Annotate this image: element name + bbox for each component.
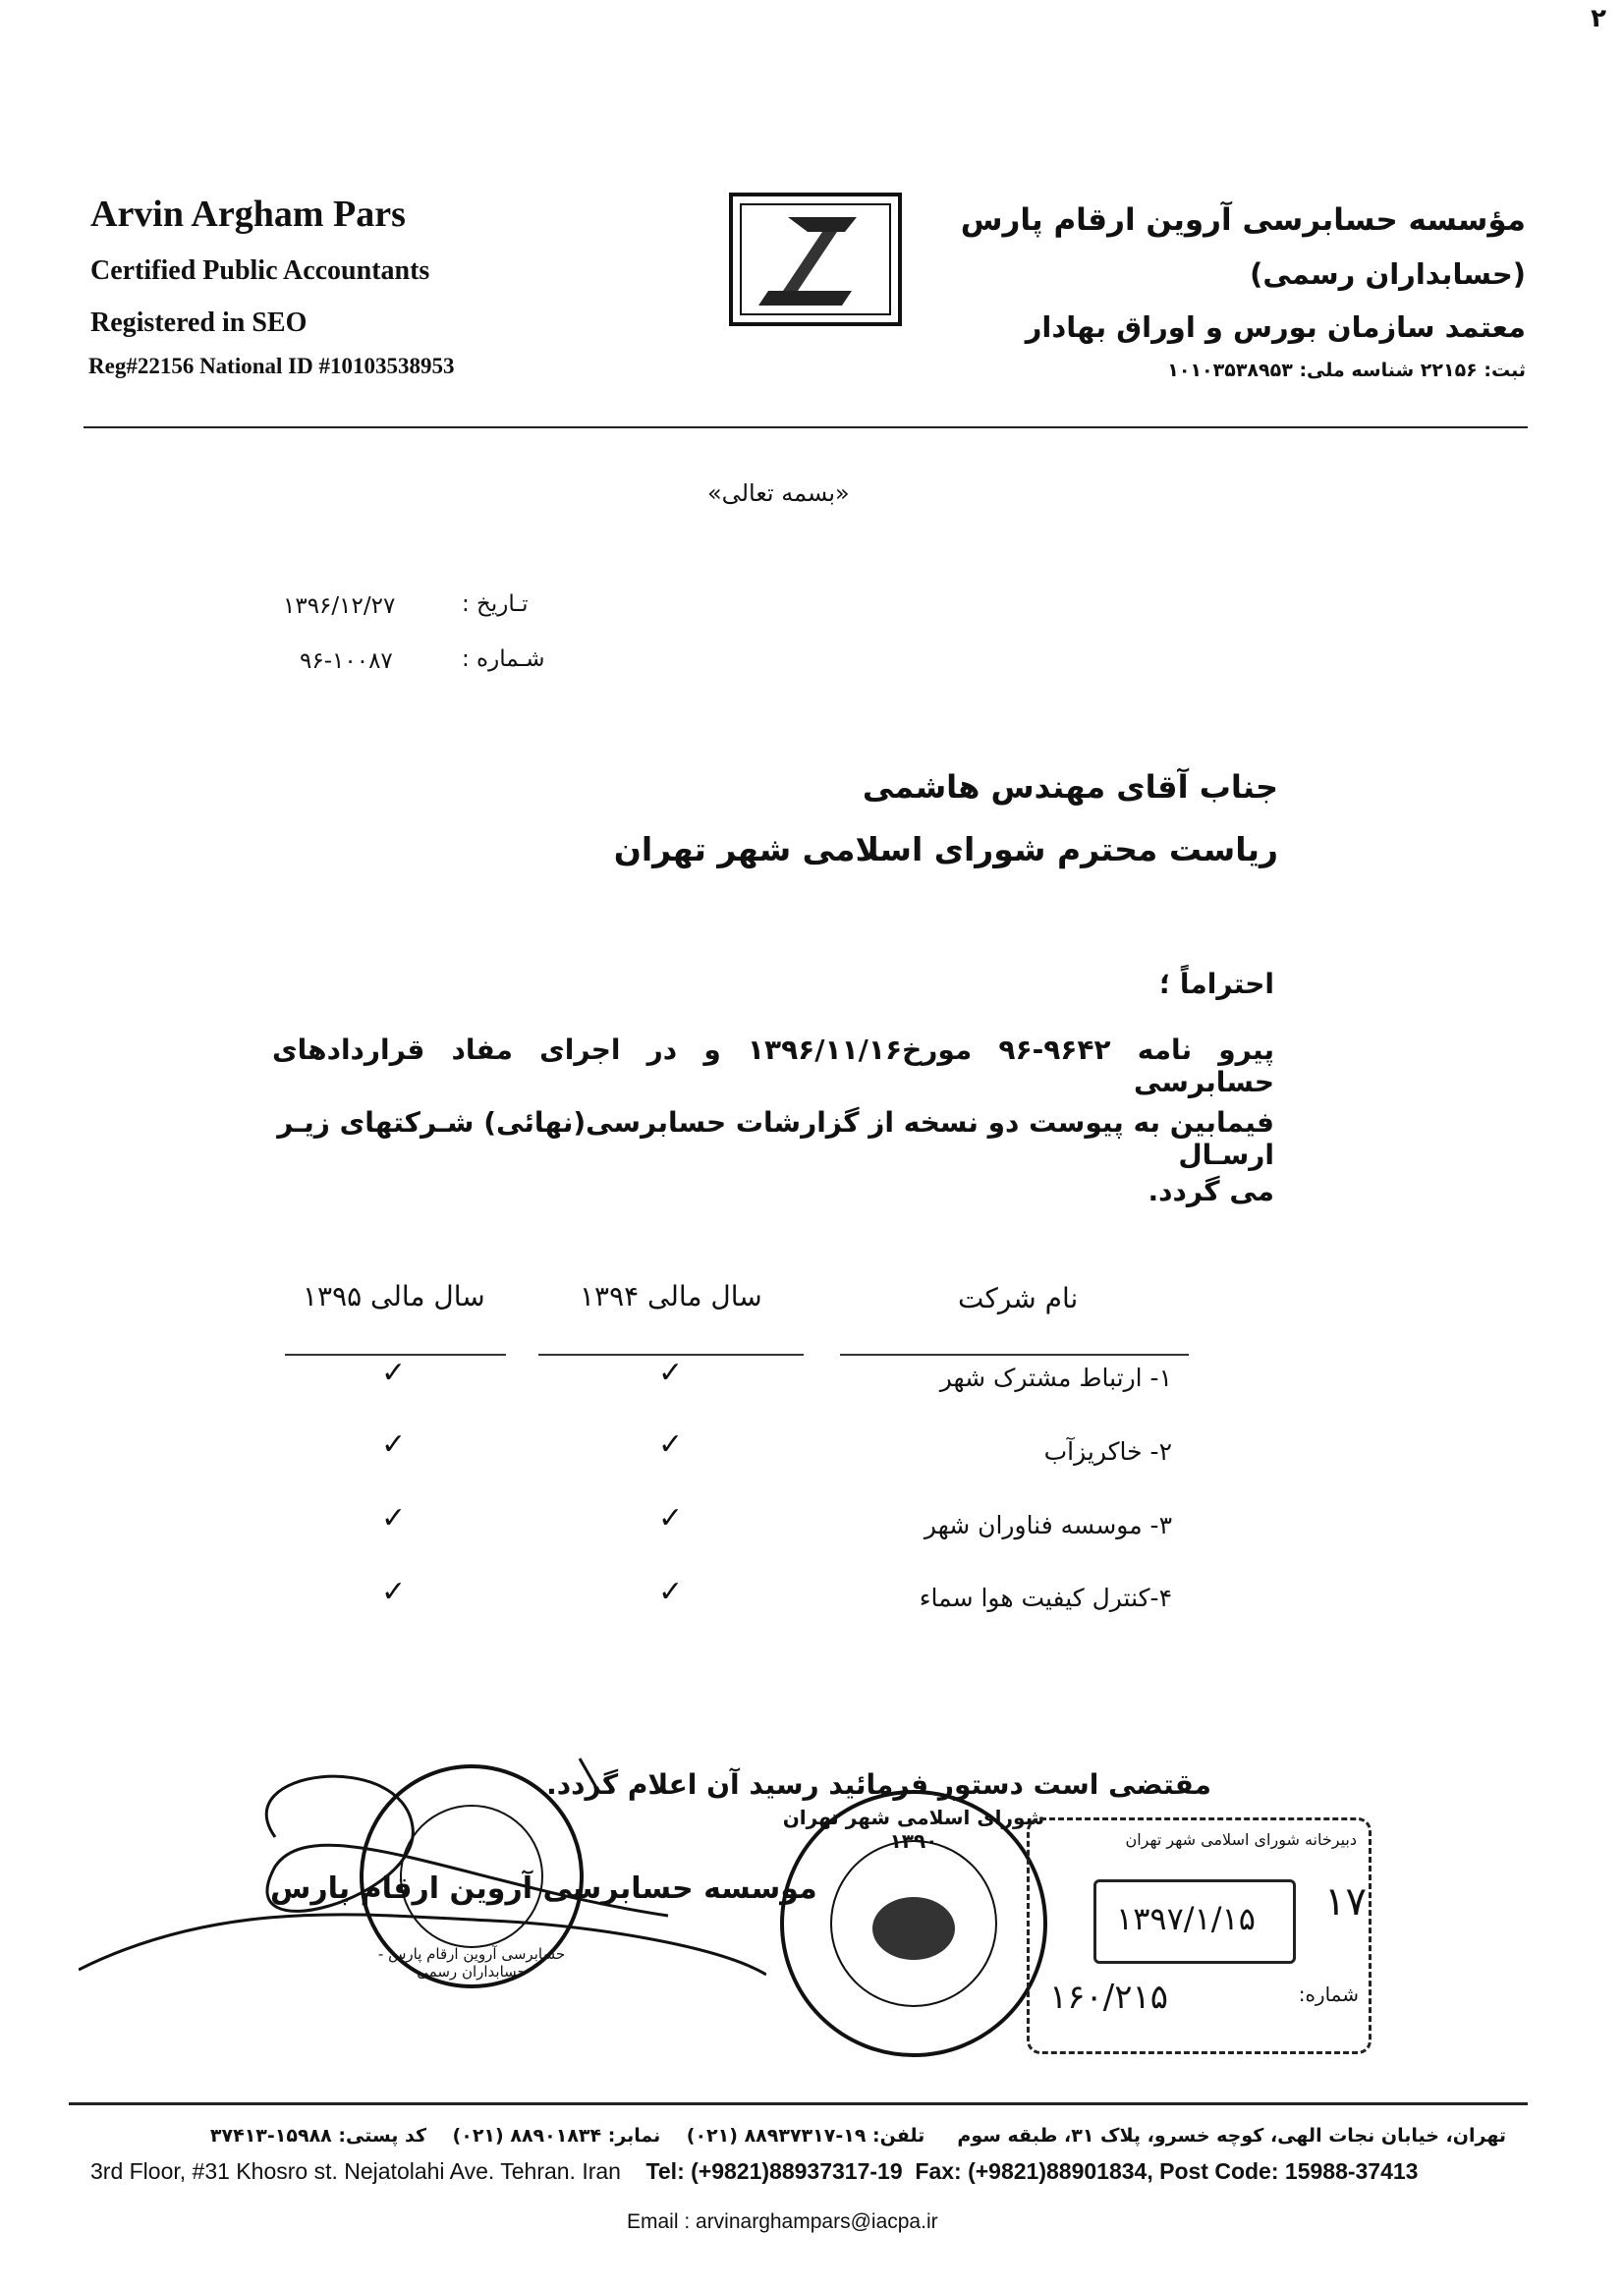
receipt-date: ۱۳۹۷/۱/۱۵ [1116,1900,1256,1937]
check-icon: ✓ [381,1575,407,1609]
footer-divider [69,2102,1528,2105]
registered-fa: معتمد سازمان بورس و اوراق بهادار [1025,310,1526,344]
receipt-date-box [1093,1879,1296,1964]
company-subtitle-en: Certified Public Accountants [90,255,430,286]
body-line: می گردد. [1148,1175,1274,1207]
footer-email[interactable]: Email : arvinarghampars@iacpa.ir [627,2210,938,2233]
signature-name: موسسه حسابرسی آروین ارقام پارس [270,1871,817,1906]
company-subtitle-fa: (حسابداران رسمی) [1250,257,1526,291]
check-icon: ✓ [658,1575,684,1609]
footer-address-en [90,2158,1418,2185]
closing-text: مقتضی است دستور فرمائید رسید آن اعلام گردد. [546,1768,1211,1801]
number-value: ۹۶-۱۰۰۸۷ [300,648,393,674]
check-icon: ✓ [658,1356,684,1390]
number-label: شـماره : [462,646,545,672]
phone: Tel: (+9821)88937317-19 [645,2158,903,2184]
page-number: ۲ [1591,4,1606,33]
receipt-stamp [1027,1817,1372,2054]
addressee-title: ریاست محترم شورای اسلامی شهر تهران [613,830,1278,868]
date-label: تـاریخ : [462,591,529,617]
registered-en: Registered in SEO [90,307,308,338]
body-line: پیرو نامه ۹۶۴۲-۹۶ مورخ۱۳۹۶/۱۱/۱۶ و در اجرای مفاد قراردادهای حسابرسی [272,1033,1274,1098]
address-en: 3rd Floor, #31 Khosro st. Nejatolahi Ave. Tehran. Iran [90,2158,621,2184]
council-seal [776,1786,1051,2061]
seal-text: حسابرسی آروین ارقام پارس - حسابداران رسمی [377,1945,566,1981]
date-value: ۱۳۹۶/۱۲/۲۷ [283,593,396,619]
addressee-name: جناب آقای مهندس هاشمی [862,768,1278,806]
seal-text: شورای اسلامی شهر تهران ۱۳۹۰ [782,1806,1045,1853]
column-header-company: نام شرکت [958,1282,1079,1314]
receipt-number: ۱۶۰/۲۱۵ [1049,1978,1169,2017]
check-icon: ✓ [658,1501,684,1535]
column-underline [840,1354,1189,1356]
receipt-extra: ۱۷ [1324,1879,1367,1925]
column-header-1394: سال مالی ۱۳۹۴ [580,1280,762,1312]
salutation: احتراماً ؛ [1158,968,1274,1000]
company-name: ۳- موسسه فناوران شهر [924,1511,1172,1539]
registration-line-en: Reg#22156 National ID #10103538953 [88,354,455,378]
body-line: فیمابین به پیوست دو نسخه از گزارشات حسابرسی(نهائی) شـرکتهای زیـر ارسـال [277,1106,1274,1171]
check-icon: ✓ [658,1427,684,1462]
registration-line-fa: ثبت: ۲۲۱۵۶ شناسه ملی: ۱۰۱۰۳۵۳۸۹۵۳ [1167,360,1526,381]
receipt-number-label: شماره: [1298,1982,1359,2006]
fax-postcode: Fax: (+9821)88901834, Post Code: 15988-37413 [915,2158,1419,2184]
company-name-fa: مؤسسه حسابرسی آروین ارقام پارس [960,202,1526,238]
company-name: ۱- ارتباط مشترک شهر [939,1364,1172,1392]
company-name-en: Arvin Argham Pars [90,194,406,235]
company-logo [729,193,902,326]
check-icon: ✓ [381,1356,407,1390]
header-divider [84,426,1528,428]
invocation: «بسمه تعالی» [707,479,850,507]
column-header-1395: سال مالی ۱۳۹۵ [303,1280,485,1312]
footer-address-fa: تهران، خیابان نجات الهی، کوچه خسرو، پلاک ۳۱، طبقه سوم تلفن: ۱۹-۸۸۹۳۷۳۱۷ (۰۲۱) نمابر: ۸۸۹۰۱۸۳۴ (۰۲۱) کد پستی: ۱۵۹۸۸-۳۷۴۱۳ [209,2125,1506,2147]
company-name: ۲- خاکریزآب [1043,1437,1172,1466]
check-icon: ✓ [381,1501,407,1535]
company-name: ۴-کنترل کیفیت هوا سماء [919,1584,1172,1612]
check-icon: ✓ [381,1427,407,1462]
receipt-title: دبیرخانه شورای اسلامی شهر تهران [1125,1830,1357,1849]
